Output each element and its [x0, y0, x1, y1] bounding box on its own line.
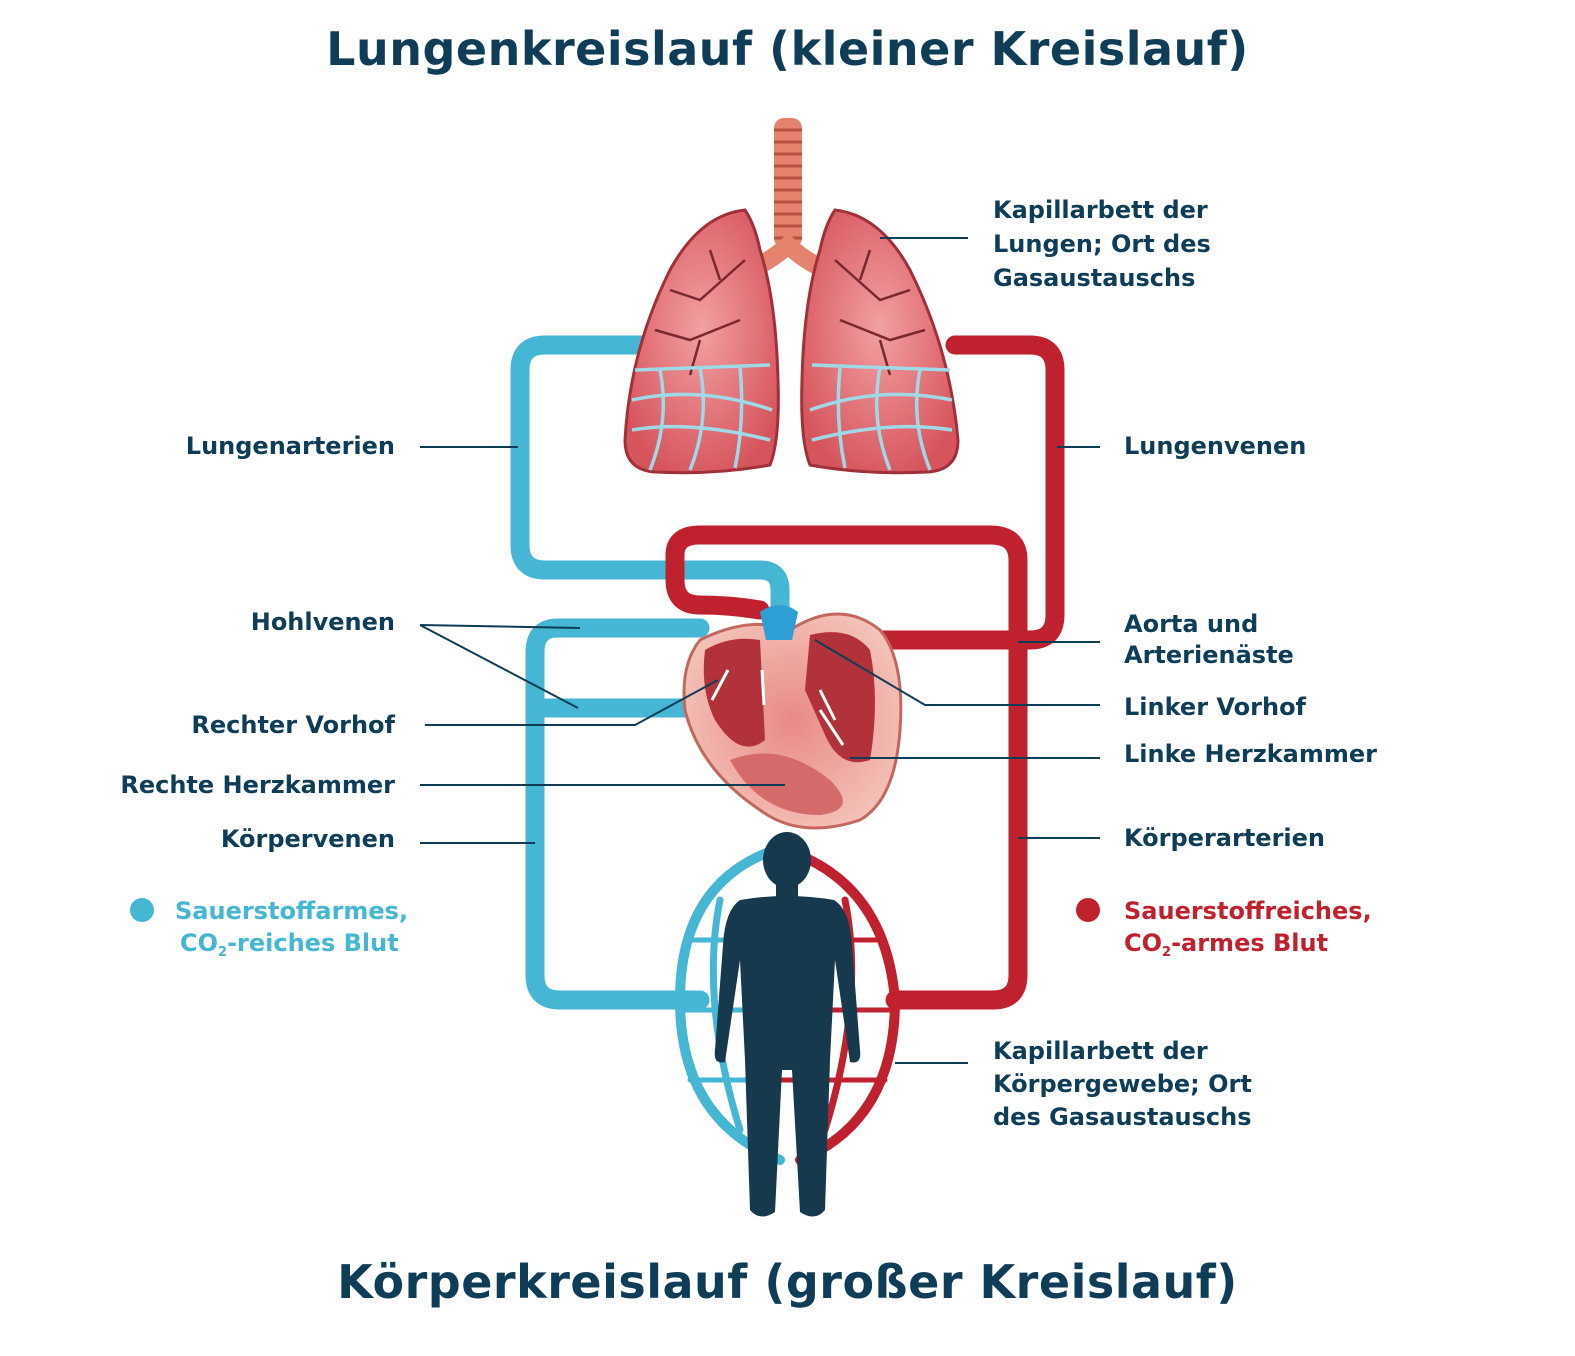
label-lungenvenen: Lungenvenen: [1124, 432, 1307, 460]
legend-red-line1: Sauerstoffreiches,: [1124, 897, 1372, 925]
legend-red-line2: $CO_2$-armes Blut: [1124, 929, 1329, 960]
label-aorta-line1: Aorta und: [1124, 610, 1259, 638]
label-kapillarbett-koerper-line2: Körpergewebe; Ort: [993, 1070, 1252, 1098]
label-linker-vorhof: Linker Vorhof: [1124, 693, 1306, 721]
label-kapillarbett-lungen-line2: Lungen; Ort des: [993, 230, 1211, 258]
label-rechter-vorhof: Rechter Vorhof: [191, 711, 395, 739]
legend-red-dot: [1076, 898, 1100, 922]
label-kapillarbett-koerper-line1: Kapillarbett der: [993, 1037, 1208, 1065]
title-bottom: Körperkreislauf (großer Kreislauf): [337, 1255, 1238, 1309]
label-aorta-line2: Arterienäste: [1124, 641, 1294, 669]
label-hohlvenen: Hohlvenen: [250, 608, 395, 636]
title-top: Lungenkreislauf (kleiner Kreislauf): [326, 22, 1249, 76]
label-rechte-herzkammer: Rechte Herzkammer: [120, 771, 395, 799]
heart: [684, 605, 901, 828]
label-koerperarterien: Körperarterien: [1124, 824, 1325, 852]
legend-blue-line2: $CO_2$-reiches Blut: [180, 929, 399, 960]
label-linke-herzkammer: Linke Herzkammer: [1124, 740, 1378, 768]
label-kapillarbett-lungen-line3: Gasaustauschs: [993, 264, 1196, 292]
legend-blue-line1: Sauerstoffarmes,: [175, 897, 409, 925]
label-lungenarterien: Lungenarterien: [185, 432, 395, 460]
label-kapillarbett-koerper-line3: des Gasaustauschs: [993, 1103, 1252, 1131]
vena-cava-upper: [535, 628, 700, 1000]
legend-blue-dot: [130, 898, 154, 922]
label-kapillarbett-lungen-line1: Kapillarbett der: [993, 196, 1208, 224]
human-silhouette: [715, 832, 861, 1217]
label-koerpervenen: Körpervenen: [220, 825, 395, 853]
